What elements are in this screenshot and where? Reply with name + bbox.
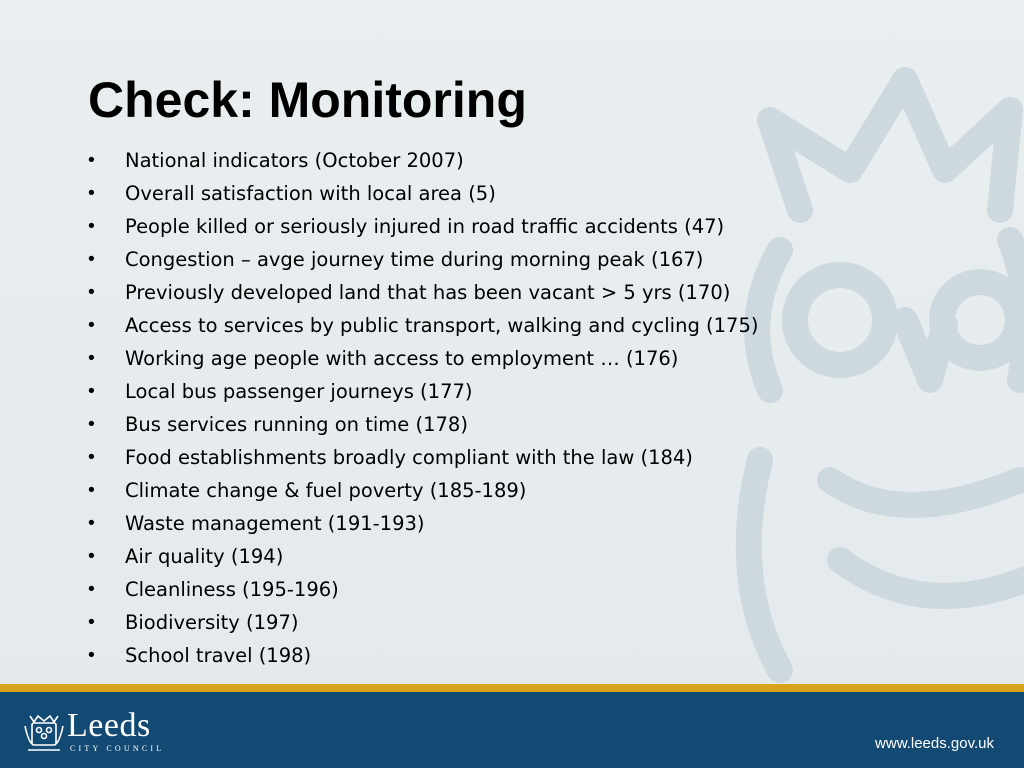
bullet-icon: •	[88, 644, 95, 666]
list-item-text: People killed or seriously injured in road traffic accidents (47)	[125, 215, 725, 238]
bullet-icon: •	[88, 281, 95, 303]
bullet-icon: •	[88, 215, 95, 237]
list-item	[88, 309, 758, 342]
footer	[0, 692, 1024, 768]
list-item-text: Waste management (191-193)	[125, 512, 425, 535]
list-item	[88, 210, 758, 243]
bullet-icon: •	[88, 314, 95, 336]
list-item-text: Previously developed land that has been vacant > 5 yrs (170)	[125, 281, 731, 304]
bullet-icon: •	[88, 248, 95, 270]
list-item-text: Congestion – avge journey time during morning peak (167)	[125, 248, 704, 271]
list-item-text: Climate change & fuel poverty (185-189)	[125, 479, 527, 502]
list-item-text: Air quality (194)	[125, 545, 284, 568]
list-item	[88, 540, 758, 573]
list-item-text: Overall satisfaction with local area (5)	[125, 182, 496, 205]
list-item	[88, 474, 758, 507]
list-item	[88, 243, 758, 276]
website-link[interactable]: www.leeds.gov.uk	[875, 735, 994, 752]
list-item	[88, 276, 758, 309]
list-item	[88, 375, 758, 408]
bullet-list	[88, 144, 758, 672]
list-item-text: School travel (198)	[125, 644, 312, 667]
bullet-icon: •	[88, 611, 95, 633]
list-item	[88, 573, 758, 606]
list-item-text: Working age people with access to employment … (176)	[125, 347, 679, 370]
bullet-icon: •	[88, 512, 95, 534]
list-item	[88, 144, 758, 177]
bullet-icon: •	[88, 545, 95, 567]
bullet-icon: •	[88, 347, 95, 369]
slide-title: Check: Monitoring	[88, 72, 527, 128]
list-item-text: National indicators (October 2007)	[125, 149, 464, 172]
bullet-icon: •	[88, 182, 95, 204]
bullet-icon: •	[88, 446, 95, 468]
logo-subtitle: CITY COUNCIL	[70, 744, 165, 753]
list-item-text: Bus services running on time (178)	[125, 413, 468, 436]
footer-accent-bar	[0, 684, 1024, 692]
list-item-text: Cleanliness (195-196)	[125, 578, 339, 601]
list-item-text: Food establishments broadly compliant with the law (184)	[125, 446, 693, 469]
logo-name: Leeds	[67, 707, 151, 744]
list-item	[88, 408, 758, 441]
list-item	[88, 177, 758, 210]
list-item-text: Local bus passenger journeys (177)	[125, 380, 473, 403]
bullet-icon: •	[88, 380, 95, 402]
bullet-icon: •	[88, 578, 95, 600]
list-item	[88, 639, 758, 672]
list-item	[88, 441, 758, 474]
bullet-icon: •	[88, 149, 95, 171]
leeds-logo[interactable]	[22, 707, 167, 754]
list-item	[88, 606, 758, 639]
list-item	[88, 507, 758, 540]
list-item	[88, 342, 758, 375]
list-item-text: Biodiversity (197)	[125, 611, 299, 634]
leeds-crest-icon	[22, 710, 66, 754]
bullet-icon: •	[88, 479, 95, 501]
bullet-icon: •	[88, 413, 95, 435]
list-item-text: Access to services by public transport, walking and cycling (175)	[125, 314, 759, 337]
